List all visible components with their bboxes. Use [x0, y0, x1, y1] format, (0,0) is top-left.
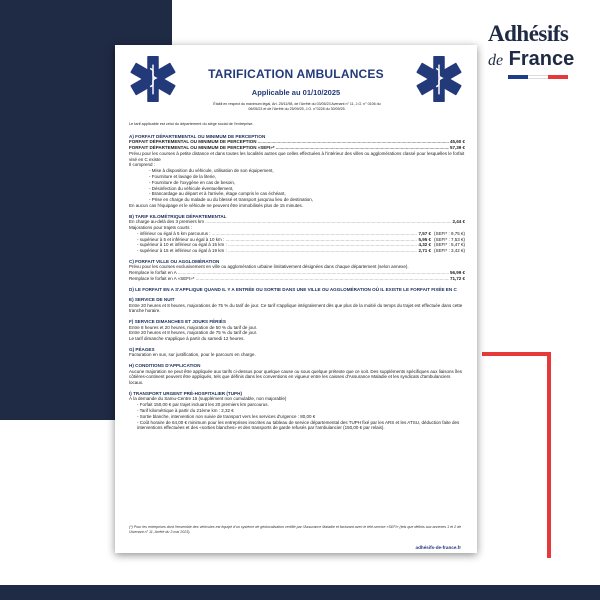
row-label: FORFAIT DÉPARTEMENTAL OU MINIMUM DE PERCEPTION .....: [129, 139, 449, 145]
section-i-items: [129, 402, 465, 431]
list-item: - Coût horaire de 64,00 € minimum pour les entreprises inscrites au tableau de service départemental des TUPH fixé par les ARS et les ATSU, déduction faite des interventions effectuées et des «sorties blanches» et des transports de garde refusés par l'ambulancier (150,00 € par relais).: [137, 419, 460, 431]
list-item: - Prise en charge du malade ou du blessé et transport jusqu'au lieu de destination,: [149, 197, 313, 203]
brand-logo[interactable]: [488, 22, 588, 79]
row-value: 56,99 €: [449, 270, 465, 276]
section-f-title: F) SERVICE DIMANCHES ET JOURS FÉRIÉS: [129, 319, 226, 325]
section-a-text-2: Il comprend :: [129, 162, 156, 168]
section-e: [129, 297, 465, 314]
row-label: Remplace le forfait en A .....: [129, 270, 449, 276]
tariff-sheet: [115, 45, 477, 553]
row-sefi-value: (SEFI* : 7,53 €): [433, 236, 465, 242]
brand-name-de: de: [488, 52, 504, 69]
section-a-items: [129, 168, 465, 203]
section-a-title: A) FORFAIT DÉPARTEMENTAL OU MINIMUM DE PERCEPTION: [129, 133, 266, 139]
list-item: - Fourniture de l'oxygène en cas de besoin,: [149, 179, 236, 185]
french-flag-underline: [508, 75, 568, 79]
row-value: 4,32 €: [418, 242, 431, 248]
row-label: En charge au-delà des 3 premiers km .....: [129, 219, 451, 225]
row-sefi-value: (SEFI* : 3,42 €): [433, 248, 465, 254]
flag-red: [548, 75, 568, 79]
section-d-title: D) LE FORFAIT EN A S'APPLIQUE QUAND IL Y A ENTRÉE OU SORTIE DANS UNE VILLE OU AGGLOMÉRATION OÙ IL EXISTE LE FORFAIT FIXÉE EN C: [129, 286, 457, 292]
section-e-text-1: Entre 20 heures et 8 heures, majorations de 75 % du tarif de jour. Ce tarif s'applique intégralement dès que plus de la moitié du temps du trajet est effectuée dans cette tranche horaire.: [129, 302, 463, 314]
list-item: - Désinfection du véhicule éventuellement,: [149, 185, 234, 191]
row-label: - inférieur ou égal à 5 km parcourus : .....: [137, 231, 417, 237]
red-accent-line-vertical: [547, 352, 551, 558]
section-c-text-1: Prévu pour les courses exclusivement en ville ou agglomération urbaine limitativement désignées dans chaque département (selon annexe).: [129, 264, 409, 270]
section-h: [129, 363, 465, 386]
flag-white: [528, 75, 548, 79]
section-h-title: H) CONDITIONS D'APPLICATION: [129, 363, 201, 369]
row-label: FORFAIT DÉPARTEMENTAL OU MINIMUM DE PERCEPTION «SEFI»* .....: [129, 145, 449, 151]
row-value: 5,95 €: [418, 236, 431, 242]
legal-reference: Établi en respect du maximum légal, Art. 25/11/98, de l'Arrêté du 03/05/23 Avenant n° 11, J.O. n° 0106 du 06/05/23 et de l'Arrêté du 25/09/25, J.O. n°0228 du 30/09/25.: [213, 102, 381, 111]
section-a-text-3: En aucun cas l'équipage et le véhicule ne peuvent être immobilisés plus de 15 minutes.: [129, 202, 303, 208]
section-c-row-2: [129, 276, 465, 282]
row-label: - supérieur à 15 et inférieur ou égal à 19 km : .....: [137, 248, 417, 254]
section-g-text-1: Facturation en sus, sur justification, pour le parcours en charge.: [129, 352, 256, 358]
row-label: - supérieur à 10 et inférieur ou égal à 15 km : .....: [137, 242, 417, 248]
section-g: [129, 347, 465, 358]
list-item: - Forfait 150,00 € par trajet incluant les 20 premiers km parcourus.: [137, 402, 269, 408]
section-i-title: I) TRANSPORT URGENT PRÉ-HOSPITALIER (TUPH): [129, 390, 242, 396]
section-b-title: B) TARIF KILOMÉTRIQUE DÉPARTEMENTAL: [129, 213, 227, 219]
list-item: - Mise à disposition du véhicule, utilisation de son équipement,: [149, 168, 274, 174]
brand-name-france: France: [508, 48, 575, 70]
list-item: - Sortie blanche, intervention non suivie de transport vers les services d'urgence : 80,00 €: [137, 413, 316, 419]
list-item: - Tarif kilométrique à partir du 21ème km : 2,32 €: [137, 407, 234, 413]
sefi-footnote: (*) Pour les entreprises dont l'ensemble des véhicules est équipé d'un système de géolocalisation certifié par l'Assurance Maladie et facturant avec le télé-service «SEFI» (tels que définis aux annexes 1 et 2 de l'Avenant n° 11, Arrêté du 3 mai 2023).: [129, 525, 462, 534]
row-value: 71,72 €: [449, 275, 465, 281]
row-value: 7,57 €: [418, 230, 431, 236]
section-e-title: E) SERVICE DE NUIT: [129, 297, 175, 303]
row-value: 2,44 €: [452, 219, 465, 225]
row-value: 45,60 €: [449, 139, 465, 145]
list-item: - Fourniture et lavage de la literie,: [149, 173, 217, 179]
section-a-row-2: [129, 145, 465, 151]
tariff-content: [129, 122, 465, 436]
section-b: [129, 214, 465, 254]
section-c: [129, 259, 465, 282]
section-a: [129, 134, 465, 209]
list-item: - Brancardage au départ et à l'arrivée, étage compris le cas échéant,: [149, 191, 286, 197]
section-b-rates: [129, 231, 465, 254]
section-f-text-2: Entre 20 heures et 8 heures, majoration de 75 % du tarif de jour.: [129, 330, 258, 336]
row-sefi-value: (SEFI* : 5,47 €): [433, 242, 465, 248]
flag-blue: [508, 75, 528, 79]
section-h-text-1: Aucune majoration ne peut être appliquée aux tarifs ci-dessus pour quelque cause ou sous quelque prétexte que ce soit. Des suppléments spécifiques aux liaisons îles côtières-continent peuvent être appliqués, tels que définis dans les conventions en vigueur entre les caisses d'Assurance Maladie et les syndicats d'ambulanciers locaux.: [129, 368, 462, 386]
website-link[interactable]: adhésifs-de-france.fr: [415, 545, 461, 550]
intro-note: Le tarif applicable est celui du département du siège social de l'entreprise.: [129, 122, 254, 126]
brand-name-line2: [488, 48, 588, 72]
row-label: Remplace le forfait en A «SEFI»* .....: [129, 276, 449, 282]
navy-bottom-band: [0, 585, 600, 600]
section-c-title: C) FORFAIT VILLE OU AGGLOMÉRATION: [129, 258, 220, 264]
document-subtitle: Applicable au 01/10/2025: [251, 88, 341, 97]
document-title: TARIFICATION AMBULANCES: [208, 67, 384, 81]
section-i: [129, 391, 465, 431]
section-d: [129, 287, 465, 292]
section-i-text-1: À la demande du Samu-Centre 15 (supplément non cumulable, non majorable): [129, 396, 287, 402]
row-value: 57,39 €: [449, 145, 465, 150]
row-label: - supérieur à 5 et inférieur ou égal à 10 km : .....: [137, 237, 417, 243]
brand-name-line1: Adhésifs: [488, 21, 569, 46]
row-sefi-value: (SEFI* : 9,75 €): [433, 230, 465, 236]
section-b-text-1: Majorations pour trajets courts :: [129, 224, 193, 230]
short-trip-row: [137, 248, 465, 254]
section-f-text-3: Le tarif dimanche s'applique à partir du samedi 12 heures.: [129, 336, 245, 342]
section-f: [129, 319, 465, 342]
red-accent-line-horizontal: [482, 352, 551, 356]
section-f-text-1: Entre 8 heures et 20 heures, majoration de 50 % du tarif de jour.: [129, 324, 258, 330]
section-g-title: G) PÉAGES: [129, 346, 155, 352]
row-value: 2,71 €: [418, 248, 431, 254]
section-a-text-1: Prévu pour les courses à petite distance et dans toutes les localités autres que celles effectuées à l'intérieur des villes ou agglomérations classé pour lesquelles le forfait visé en C existe: [129, 150, 465, 162]
